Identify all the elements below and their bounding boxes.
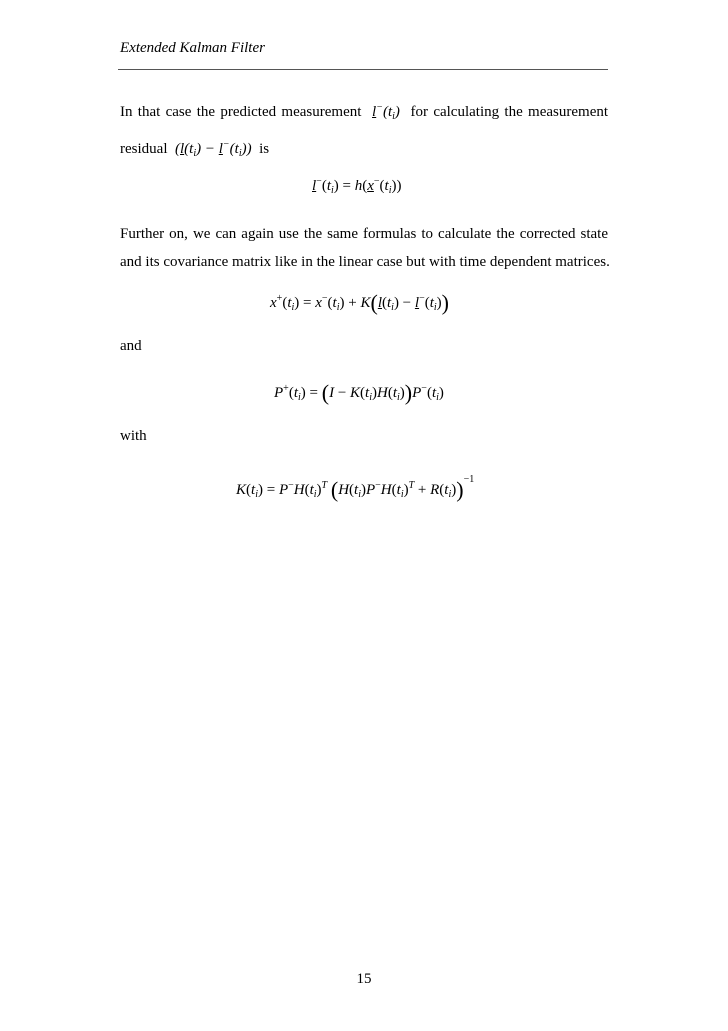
paragraph-line: and its covariance matrix like in the linear case but with time dependent matrices. [120, 254, 610, 270]
equation-covariance-update: $P^+(t_i) = (I - K(t_i)H(t_i))P^-(t_i)$ [274, 380, 444, 405]
running-header: Extended Kalman Filter [120, 40, 265, 56]
paragraph-predicted-measurement [120, 94, 608, 168]
paragraph-line: Further on, we can again use the same formulas to calculate the corrected state [120, 226, 608, 242]
equation-corrected-state: $x^+(t_i) = x^-(t_i) + K(l(t_i) - l^-(t_i))$ [270, 290, 449, 315]
header-rule [118, 69, 608, 70]
equation-kalman-gain: $K(t_i) = P^-H(t_i)^T$ $(H(t_i)P^-H(t_i)^T + R(t_i))^{-1}$ [236, 474, 475, 502]
text-fragment: is [259, 141, 270, 157]
page-number: 15 [356, 971, 372, 987]
connector-word-with: with [120, 428, 147, 444]
inline-math-l-minus: $l^-(t_i)$ [372, 102, 406, 122]
connector-word-and: and [120, 338, 142, 354]
text-fragment: for calculating the measurement [410, 104, 609, 120]
paragraph-line [120, 131, 608, 168]
paragraph-line [120, 94, 608, 131]
inline-math-residual: $(l(t_i) - l^-(t_i))$ [171, 139, 256, 159]
equation-predicted-measurement: $l^-(t_i) = h(x^-(t_i))$ [312, 176, 402, 196]
paragraph-corrected-state [120, 220, 608, 276]
text-fragment: In that case the predicted measurement [120, 104, 362, 120]
text-fragment: residual [120, 141, 168, 157]
